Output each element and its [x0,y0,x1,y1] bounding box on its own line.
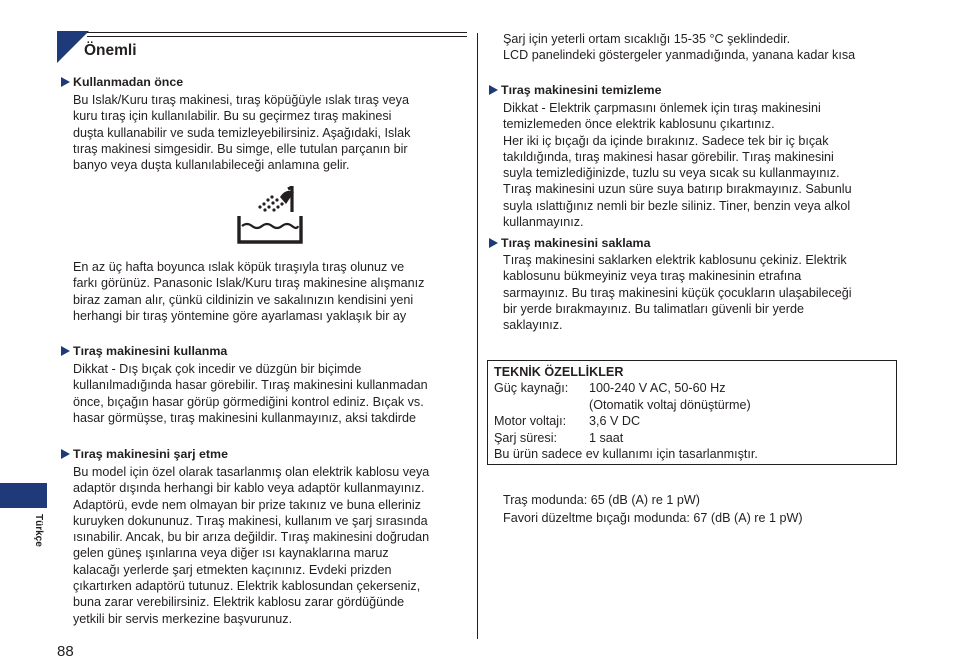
spec-label: Motor voltajı: [494,414,567,429]
text-line: Bu model için özel olarak tasarlanmış olan elektrik kablosu veya [73,465,430,479]
spec-value: 3,6 V DC [589,414,641,429]
saklama-text [503,252,852,333]
arrow-icon [489,238,498,248]
shower-bathtub-icon [236,186,304,246]
spec-label [494,397,589,413]
heading-temizleme: Tıraş makinesini temizleme [489,83,661,98]
language-tab [0,483,47,508]
column-divider [477,33,478,639]
spec-label: Güç kaynağı: [494,381,569,396]
section-title: Önemli [84,42,137,59]
arrow-icon [489,85,498,95]
spec-row [494,430,890,446]
text-line: tıraş makinesi simgesidir. Bu simge, elle tutulan parçanın bir [73,141,408,156]
specs-title: TEKNİK ÖZELLİKLER [494,365,624,379]
text-line: kalacağı yerlerde şarj etmekten kaçınınız. Evdeki prizden [73,562,392,577]
text-line: Tıraş makinesini uzun süre suya batırıp bırakmayınız. Sabunlu [503,182,852,197]
spec-label: Şarj süresi: [494,430,557,445]
text-line: Dikkat - Elektrik çarpmasını önlemek için tıraş makinesini [503,101,821,115]
text-line: gelen güneş ışınlarına veya diğer ısı kaynaklarına maruz [73,546,389,561]
text-line: hasar görmüşse, tıraş makinesini kullanmayınız, aksi takdirde [73,410,416,425]
text-line: suyla temizlediğinizde, tuzlu su veya sıcak su kullanmayınız. [503,166,840,181]
text-line: çıkartırken adaptörü tutunuz. Elektrik kablosundan çekerseniz, [73,579,421,594]
top-text [503,31,855,64]
kullanmadan-text [73,92,410,173]
text-line: ısınabilir. Ancak, bu bir arıza değildir. Tıraş makinesini doğrudan [73,530,430,545]
text-line: herhangi bir tıraş yöntemine göre ayarlaması yaklaşık bir ay [73,308,407,323]
text-line: önce, bıçağın hasar görüp görmediğini kontrol ediniz. Bıçak vs. [73,394,424,409]
noise-text [503,491,803,527]
spec-value: 100-240 V AC, 50-60 Hz [589,381,726,396]
text-line: Tıraş makinesini saklarken elektrik kablosunu çekiniz. Elektrik [503,253,847,267]
text-line: Adaptörü, evde nem olmayan bir prize takınız ve buna elleriniz [73,497,421,512]
spec-row [494,413,890,429]
text-line: En az üç hafta boyunca ıslak köpük tıraşıyla tıraş olunuz ve [73,260,405,274]
text-line: yetkili bir servis merkezine başvurunuz. [73,611,293,626]
kullanmadan-after-text [73,259,424,324]
page-number: 88 [57,643,74,660]
spec-value: 1 saat [589,430,624,445]
arrow-icon [61,449,70,459]
text-line: kullanılmadığında hasar görebilir. Tıraş makinesini kullanmadan [73,378,428,393]
heading-saklama: Tıraş makinesini saklama [489,236,650,251]
specs-rows [494,380,890,446]
text-line: sarmayınız. Bu tıraş makinesini küçük çocukların ulaşabileceği [503,285,852,300]
sarj-text [73,464,429,627]
header-rule [87,32,467,37]
spec-row [494,397,890,413]
spec-row [494,380,890,396]
text-line: banyo veya duşta kullanılabileceği anlamına gelir. [73,158,350,173]
heading-sarj: Tıraş makinesini şarj etme [61,447,228,462]
text-line: Dikkat - Dış bıçak çok incedir ve düzgün bir biçimde [73,362,362,376]
text-line: bir yerde bırakmayınız. Bu talimatları güvenli bir yerde [503,301,804,316]
text-line: Şarj için yeterli ortam sıcaklığı 15-35 °C şeklindedir. [503,32,791,46]
text-line: kablosunu bükmeyiniz veya tıraş makinesinin etrafına [503,269,802,284]
text-line: kuruyken dokununuz. Tıraş makinesi, kullanım ve şarj sırasında [73,513,428,528]
specs-note: Bu ürün sadece ev kullanımı için tasarlanmıştır. [494,447,758,462]
specs-box [487,360,897,465]
temizleme-text [503,100,852,230]
text-line: LCD panelindeki göstergeler yanmadığında, yanana kadar kısa [503,48,856,63]
text-line: suyla ıslattığınız nemli bir bezle siliniz. Tiner, benzin veya alkol [503,198,851,213]
text-line: duşta kullanabilir ve suda temizleyebilirsiniz. Aşağıdaki, Islak [73,125,411,140]
arrow-icon [61,346,70,356]
text-line: kullanmayınız. [503,215,584,230]
text-line: Her iki iç bıçağı da içinde bırakınız. Sadece tek bir iç bıçak [503,133,829,148]
text-line: takıldığında, tıraş makinesi hasar görebilir. Tıraş makinesini [503,149,834,164]
text-line: Bu Islak/Kuru tıraş makinesi, tıraş köpüğüyle ıslak tıraş veya [73,93,409,107]
language-label: Türkçe [33,514,44,547]
text-line: adaptör dışında herhangi bir kablo veya adaptör kullanmayınız. [73,481,425,496]
text-line: temizlemeden önce elektrik kablosunu çıkartınız. [503,117,775,132]
arrow-icon [61,77,70,87]
text-line: kuru tıraş için kullanılabilir. Bu su geçirmez tıraş makinesi [73,109,392,124]
heading-kullanmadan: Kullanmadan önce [61,75,183,90]
text-line: Favori düzeltme bıçağı modunda: 67 (dB (A) re 1 pW) [503,511,803,525]
spec-value: (Otomatik voltaj dönüştürme) [589,397,751,412]
section-header [57,31,467,63]
text-line: saklayınız. [503,318,563,333]
text-line: Traş modunda: 65 (dB (A) re 1 pW) [503,493,700,507]
kullanma-text [73,361,428,426]
text-line: buna zarar verebilirsiniz. Elektrik kablosu zarar gördüğünde [73,595,405,610]
heading-kullanma: Tıraş makinesini kullanma [61,344,227,359]
text-line: biraz zaman alır, çünkü cildinizin ve sakalınızın kendisini yeni [73,292,414,307]
text-line: farkı görünüz. Panasonic Islak/Kuru tıraş makinesine alışmanız [73,276,425,291]
